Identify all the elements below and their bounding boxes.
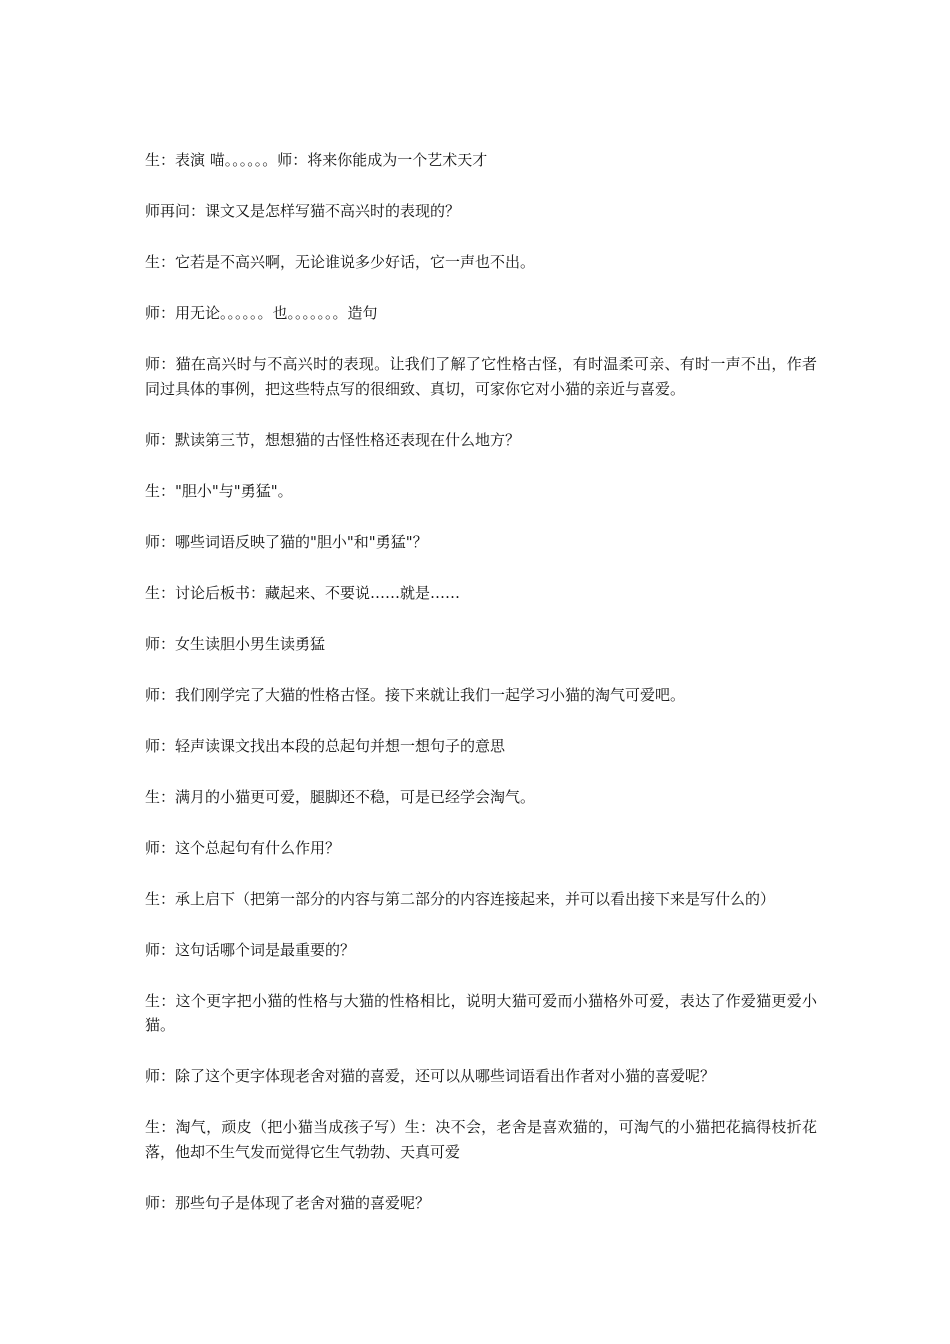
document-body: [145, 148, 817, 1242]
paragraph: 师：这句话哪个词是最重要的？: [145, 940, 356, 959]
paragraph: 师：那些句子是体现了老舍对猫的喜爱呢？: [145, 1193, 431, 1212]
paragraph: 师：轻声读课文找出本段的总起句并想一想句子的意思: [145, 736, 506, 755]
paragraph: 师：除了这个更字体现老舍对猫的喜爱，还可以从哪些词语看出作者对小猫的喜爱呢？: [145, 1067, 716, 1085]
paragraph: 生：表演 喵。。。。。。师：将来你能成为一个艺术天才: [145, 151, 488, 169]
paragraph: 师：用无论。。。。。。也。。。。。。。造句: [145, 304, 378, 322]
paragraph: 师：这个总起句有什么作用？: [145, 838, 341, 857]
paragraph: 师：默读第三节，想想猫的古怪性格还表现在什么地方？: [145, 430, 521, 449]
paragraph: 师：猫在高兴时与不高兴时的表现。让我们了解了它性格古怪，有时温柔可亲、有时一声不出，作者同过具体的事例，把这些特点写的很细致、真切，可家你它对小猫的亲近与喜爱。: [145, 355, 817, 398]
paragraph: 生："胆小"与"勇猛"。: [145, 481, 293, 500]
paragraph: 师：哪些词语反映了猫的"胆小"和"勇猛"？: [145, 532, 428, 551]
paragraph: 师：我们刚学完了大猫的性格古怪。接下来就让我们一起学习小猫的淘气可爱吧。: [145, 685, 686, 704]
paragraph: 生：它若是不高兴啊，无论谁说多少好话，它一声也不出。: [145, 253, 536, 271]
paragraph: 师再问：课文又是怎样写猫不高兴时的表现的？: [145, 202, 461, 220]
paragraph: 生：这个更字把小猫的性格与大猫的性格相比，说明大猫可爱而小猫格外可爱，表达了作爱猫更爱小猫。: [145, 991, 817, 1034]
paragraph: 师：女生读胆小男生读勇猛: [145, 634, 326, 653]
paragraph: 生：满月的小猫更可爱，腿脚还不稳，可是已经学会淘气。: [145, 787, 536, 806]
paragraph: 生：淘气，顽皮（把小猫当成孩子写）生：决不会，老舍是喜欢猫的，可淘气的小猫把花搞得枝折花落，他却不生气发而觉得它生气勃勃、天真可爱: [145, 1118, 817, 1161]
paragraph: 生：承上启下（把第一部分的内容与第二部分的内容连接起来，并可以看出接下来是写什么的）: [145, 889, 776, 908]
paragraph: 生：讨论后板书：藏起来、不要说……就是……: [145, 583, 461, 602]
